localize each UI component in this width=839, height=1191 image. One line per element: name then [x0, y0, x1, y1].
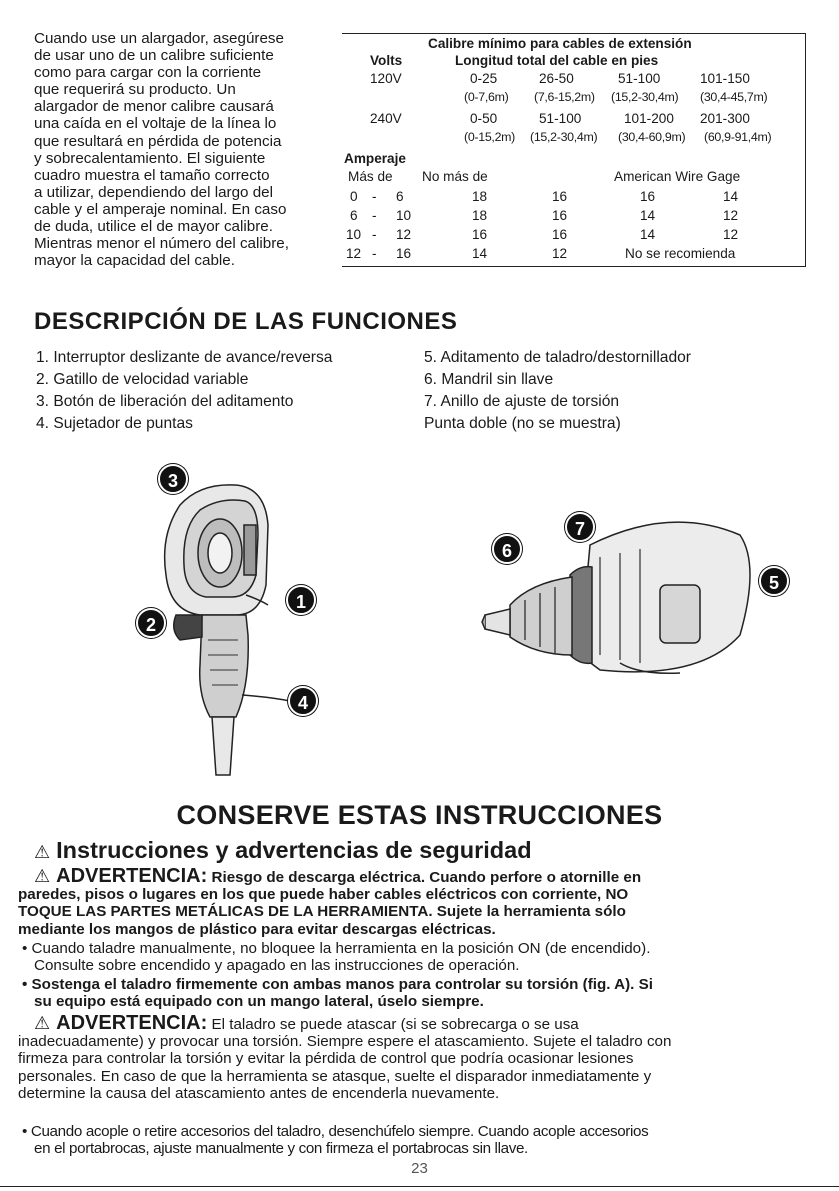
callout-marker: 1 [286, 585, 316, 615]
awg-header: American Wire Gage [614, 169, 741, 184]
list-item: 5. Aditamento de taladro/destornillador [424, 349, 691, 366]
functions-list-right [424, 347, 691, 435]
list-item: Punta doble (no se muestra) [424, 415, 621, 432]
warning-line: inadecuadamente) y provocar una torsión. Siempre espere el atascamiento. Sujete el taladro con [18, 1033, 672, 1051]
volt-120: 120V [370, 71, 402, 86]
list-item: 3. Botón de liberación del aditamento [36, 393, 294, 410]
intro-line: mayor la capacidad del cable. [34, 252, 235, 270]
table-row: 6 - 10 18 16 14 12 [350, 208, 739, 223]
chuck-attachment-illustration [440, 505, 780, 690]
list-item: 7. Anillo de ajuste de torsión [424, 393, 620, 410]
metric-cell: (30,4-45,7m) [700, 90, 768, 104]
intro-line: de usar uno de un calibre suficiente [34, 47, 274, 65]
callout-marker: 5 [759, 566, 789, 596]
range-cell: 51-100 [618, 71, 661, 86]
drill-body-drawing [140, 465, 330, 785]
intro-line: Mientras menor el número del calibre, [34, 235, 289, 253]
list-item: 6. Mandril sin llave [424, 371, 554, 388]
intro-paragraph [34, 30, 346, 269]
metric-cell: (15,2-30,4m) [611, 90, 679, 104]
length-header: Longitud total del cable en pies [455, 53, 659, 68]
table-row: 0 - 6 18 16 16 14 [350, 189, 739, 204]
range-cell: 101-200 [624, 111, 674, 126]
intro-line: de duda, utilice el de mayor calibre. [34, 218, 273, 236]
metric-cell: (0-15,2m) [464, 130, 516, 144]
metric-cell: (0-7,6m) [464, 90, 509, 104]
warning-line: firmeza para controlar la torsión y evitar la pérdida de control que podría ocasionar lesiones [18, 1050, 634, 1068]
intro-line: a utilizar, dependiendo del largo del [34, 183, 273, 201]
warning-line: determine la causa del atascamiento antes de encenderla nuevamente. [18, 1084, 500, 1102]
list-item: 2. Gatillo de velocidad variable [36, 371, 249, 388]
keep-instructions-title: CONSERVE ESTAS INSTRUCCIONES [176, 800, 663, 830]
warning-line: personales. En caso de que la herramienta se atasque, suelte el disparador inmediatamente y [18, 1067, 652, 1085]
list-item: 4. Sujetador de puntas [36, 415, 193, 432]
range-cell: 26-50 [539, 71, 574, 86]
callout-marker: 2 [136, 608, 166, 638]
bullet-accessories: • Cuando acople o retire accesorios del taladro, desenchúfelo siempre. Cuando acople accesorios en el portabrocas, ajuste manualmente y con firmeza el portabrocas sin llave. [22, 1123, 649, 1158]
page-bottom-rule [0, 1186, 839, 1187]
drill-body-illustration [140, 465, 330, 785]
warning-line: paredes, pisos o lugares en los que puede haber cables eléctricos con corriente, NO [18, 886, 629, 904]
intro-line: que requerirá su producto. Un [34, 81, 236, 99]
range-cell: 0-50 [470, 111, 498, 126]
table-row: 12 - 16 14 12 No se recomienda [346, 246, 736, 261]
page-number: 23 [411, 1160, 428, 1177]
table-row: 10 - 12 16 16 14 12 [346, 227, 739, 242]
intro-line: cuadro muestra el tamaño correcto [34, 166, 270, 184]
warning-line: mediante los mangos de plástico para evitar descargas eléctricas. [18, 920, 496, 938]
volt-240: 240V [370, 111, 402, 126]
intro-line: que resultará en pérdida de potencia [34, 132, 282, 150]
warning-line: TOQUE LAS PARTES METÁLICAS DE LA HERRAMIENTA. Sujete la herramienta sólo [18, 903, 626, 921]
metric-cell: (30,4-60,9m) [618, 130, 686, 144]
intro-line: cable y el amperaje nominal. En caso [34, 200, 287, 218]
warning-triangle-icon: ⚠ [34, 866, 51, 886]
intro-line: alargador de menor calibre causará [34, 98, 274, 116]
list-item: 1. Interruptor deslizante de avance/reversa [36, 349, 333, 366]
range-cell: 51-100 [539, 111, 582, 126]
callout-marker: 7 [565, 512, 595, 542]
warning-electric-shock: ⚠ ADVERTENCIA: Riesgo de descarga eléctrica. Cuando perfore o atornille en paredes, pisos o lugares en los que puede haber cables eléctricos con corriente, NO TOQUE LAS PARTES METÁLICAS DE LA HERRAMIENTA. Sujete la herramienta sólo mediante los mangos de plástico para evitar descargas eléctricas. [18, 868, 828, 938]
intro-line: Cuando use un alargador, asegúrese [34, 30, 284, 47]
warning-triangle-icon: ⚠ [34, 1013, 51, 1033]
chuck-drawing [440, 505, 780, 690]
warning-label: ADVERTENCIA: [56, 865, 208, 887]
metric-cell: (7,6-15,2m) [534, 90, 595, 104]
no-mas-de-header: No más de [422, 169, 488, 184]
amperage-header: Amperaje [344, 151, 406, 166]
warning-stall: ⚠ ADVERTENCIA: El taladro se puede atascar (si se sobrecarga o se usa inadecuadamente) y provocar una torsión. Siempre espere el atascamiento. Sujete el taladro con firmeza para controlar la torsión y evitar la pérdida de control que podría ocasionar lesiones personales. En caso de que la herramienta se atasque, suelte el disparador inmediatamente y determine la causa del atascamiento antes de encenderla nuevamente. [18, 1015, 828, 1102]
metric-cell: (60,9-91,4m) [704, 130, 772, 144]
callout-marker: 4 [288, 686, 318, 716]
warning-triangle-icon: ⚠ [34, 842, 51, 862]
range-cell: 101-150 [700, 71, 750, 86]
callout-marker: 6 [492, 534, 522, 564]
table-title: Calibre mínimo para cables de extensión [428, 36, 692, 51]
intro-line: y sobrecalentamiento. El siguiente [34, 149, 266, 167]
warning-label: ADVERTENCIA: [56, 1012, 208, 1034]
bullet-manual-drilling: • Cuando taladre manualmente, no bloquee la herramienta en la posición ON (de encendido). Consulte sobre encendido y apagado en las instrucciones de operación. [22, 940, 651, 975]
metric-cell: (15,2-30,4m) [530, 130, 598, 144]
safety-section-title: ⚠ Instrucciones y advertencias de seguridad [34, 837, 532, 863]
volts-header: Volts [370, 53, 403, 68]
cable-gauge-table [342, 33, 806, 267]
intro-line: como para cargar con la corriente [34, 64, 262, 82]
range-cell: 201-300 [700, 111, 750, 126]
bullet-hold-firmly: • Sostenga el taladro firmemente con ambas manos para controlar su torsión (fig. A). Si su equipo está equipado con un mango lateral, úselo siempre. [22, 976, 653, 1011]
mas-de-header: Más de [348, 169, 393, 184]
range-cell: 0-25 [470, 71, 498, 86]
intro-line: una caída en el voltaje de la línea lo [34, 115, 277, 133]
callout-marker: 3 [158, 464, 188, 494]
functions-list-left [36, 347, 332, 435]
section-title-functions: DESCRIPCIÓN DE LAS FUNCIONES [34, 308, 458, 335]
